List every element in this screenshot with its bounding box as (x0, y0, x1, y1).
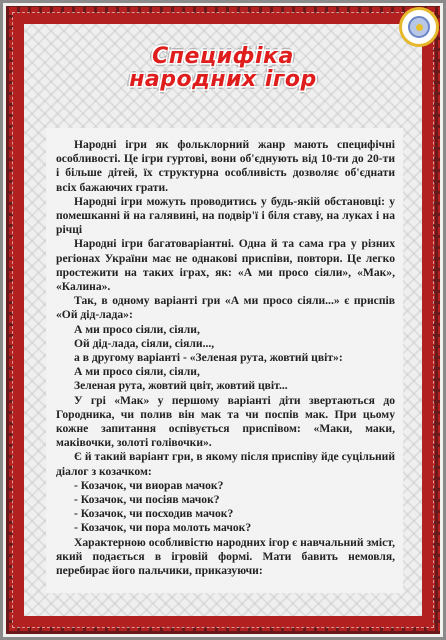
title-line-1: Специфіка (152, 44, 294, 69)
paragraph: Є й такий варіант гри, в якому після приспіву йде суцільний діалог з козачком: (56, 450, 395, 478)
title-line-2: народних ігор (129, 67, 317, 92)
paragraph: Народні ігри можуть проводитись у будь-якій обстановці: у помешканні й на галявині, на подвір'ї і біля ставу, на луках і на річці (56, 194, 395, 237)
paragraph: Народні ігри багатоваріантні. Одна й та сама гра у різних регіонах України має не однакові приспіви, повтори. Це легко простежити на таких іграх, як: «А ми просо сіяли», «Мак», «Калина». (56, 237, 395, 294)
paragraph: Народні ігри як фольклорний жанр мають специфічні особливості. Це ігри гуртові, вони об'єднують від 10-ти до 20-ти і більше дітей, їх структурна особливість дозволяє об'єднати всіх бажаючих грати. (56, 138, 395, 194)
song-line: А ми просо сіяли, сіяли, (74, 322, 200, 336)
text-panel (46, 128, 403, 593)
paragraph: У грі «Мак» у першому варіанті діти звертаються до Городника, чи полив він мак та чи поспів мак. При цьому кожне запитання оспівується приспівом: «Маки, маки, маківочки, золоті голівочки». (56, 393, 395, 450)
dialog-line: - Козачок, чи виорав мачок? (74, 478, 224, 492)
dialog-line: - Козачок, чи пора молоть мачок? (74, 521, 252, 535)
article-body (46, 128, 403, 578)
folk-emblem-icon (399, 7, 439, 47)
song-line: Ой дід-лада, сіяли, сіяли..., (74, 336, 215, 350)
paragraph: Так, в одному варіанті гри «А ми просо сіяли...» є приспів «Ой дід-лада»: (56, 294, 395, 322)
paragraph: Характерною особливістю народних ігор є навчальний зміст, який подається в ігровій формі. Мати бавить немовля, перебирає його пальчики, приказуючи: (56, 535, 395, 578)
song-line: А ми просо сіяли, сіяли, (74, 365, 200, 379)
page-title (3, 45, 443, 91)
dialog-line: - Козачок, чи посходив мачок? (74, 507, 234, 521)
dialog-line: - Козачок, чи посіяв мачок? (74, 493, 220, 507)
song-line: Зеленая рута, жовтий цвіт, жовтий цвіт... (74, 379, 288, 393)
song-line: а в другому варіанті - «Зеленая рута, жовтий цвіт»: (74, 351, 343, 365)
